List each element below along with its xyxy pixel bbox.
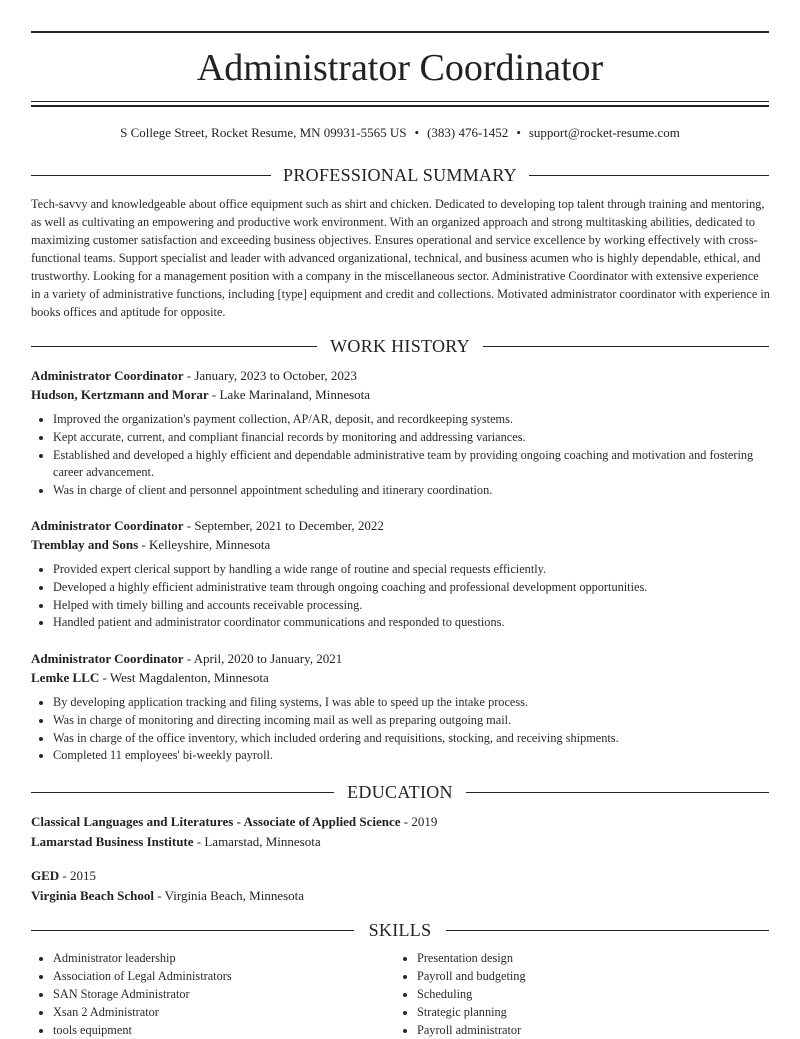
work-history-heading-label: WORK HISTORY: [330, 336, 470, 356]
job-dates: - April, 2020 to January, 2021: [183, 651, 343, 666]
education-entry: [31, 812, 769, 852]
education-location: - Lamarstad, Minnesota: [193, 834, 321, 849]
job-bullets: [31, 411, 769, 500]
job-bullets: [31, 694, 769, 765]
job-bullet: • Kept accurate, current, and compliant financial records by monitoring and addressing variances.: [53, 429, 769, 447]
skills-heading: [31, 918, 769, 942]
skill-item: • Association of Legal Administrators: [53, 967, 393, 985]
job-bullet: • Was in charge of client and personnel appointment scheduling and itinerary coordination.: [53, 482, 769, 500]
contact-phone: (383) 476-1452: [427, 125, 509, 140]
job-bullet: • By developing application tracking and filing systems, I was able to speed up the intake process.: [53, 694, 769, 712]
job-entry: [31, 516, 769, 632]
job-bullet: • Developed a highly efficient administrative team through ongoing coaching and professional development opportunities.: [53, 579, 769, 597]
contact-separator: •: [414, 125, 420, 140]
education-year: - 2019: [400, 814, 438, 829]
skill-item: • SAN Storage Administrator: [53, 985, 393, 1003]
skill-item: • Payroll and budgeting: [417, 967, 787, 985]
job-location: - Lake Marinaland, Minnesota: [208, 387, 371, 402]
job-company: Lemke LLC: [31, 670, 100, 685]
page-title: Administrator Coordinator: [196, 47, 604, 89]
job-title: Administrator Coordinator: [31, 651, 184, 666]
education-heading: [31, 780, 769, 804]
education-school: Virginia Beach School: [31, 888, 155, 903]
skill-item: • tools equipment: [53, 1021, 393, 1039]
skills-list-left: [31, 949, 393, 1039]
job-title: Administrator Coordinator: [31, 518, 184, 533]
summary-heading-label: PROFESSIONAL SUMMARY: [283, 165, 517, 185]
job-bullet: • Helped with timely billing and accounts receivable processing.: [53, 597, 769, 615]
contact-separator: •: [516, 125, 521, 140]
job-bullet: • Handled patient and administrator coordinator communications and responded to questions.: [53, 614, 769, 632]
skill-item: • Payroll administrator: [417, 1021, 787, 1039]
job-company: Tremblay and Sons: [31, 537, 139, 552]
top-rule: [31, 31, 769, 33]
job-title: Administrator Coordinator: [31, 368, 184, 383]
education-school: Lamarstad Business Institute: [31, 834, 194, 849]
job-bullets: [31, 561, 769, 632]
skills-list-right: [395, 949, 787, 1039]
skill-item: • Scheduling: [417, 985, 787, 1003]
job-company: Hudson, Kertzmann and Morar: [31, 387, 209, 402]
job-dates: - September, 2021 to December, 2022: [183, 518, 384, 533]
skill-item: • Administrator leadership: [53, 949, 393, 967]
skill-item: • Presentation design: [417, 949, 787, 967]
job-bullet: • Established and developed a highly efficient and dependable administrative team by providing ongoing coaching and motivation and fostering career advancement.: [53, 447, 769, 483]
skill-item: • Xsan 2 Administrator: [53, 1003, 393, 1021]
contact-email: support@rocket-resume.com: [528, 125, 680, 140]
summary-heading: [31, 163, 769, 187]
job-bullet: • Completed 11 employees' bi-weekly payroll.: [53, 747, 769, 765]
skills-heading-label: SKILLS: [368, 920, 432, 940]
job-dates: - January, 2023 to October, 2023: [183, 368, 357, 383]
education-year: - 2015: [59, 868, 97, 883]
job-entry: [31, 649, 769, 765]
job-bullet: • Was in charge of monitoring and directing incoming mail as well as preparing outgoing mail.: [53, 712, 769, 730]
job-location: - Kelleyshire, Minnesota: [138, 537, 271, 552]
education-location: - Virginia Beach, Minnesota: [154, 888, 305, 903]
skill-item: • Strategic planning: [417, 1003, 787, 1021]
job-bullet: • Provided expert clerical support by handling a wide range of routine and special requests efficiently.: [53, 561, 769, 579]
education-degree: GED: [31, 868, 60, 883]
summary-text: Tech-savvy and knowledgeable about office equipment such as shirt and chicken. Dedicated to developing top talent through training and mentoring, as well as cultivating an empowering and productive work environment. With an organized approach and strong multitasking abilities, dedicated to maximizing customer satisfaction and exceeding business objectives. Ensures operational and service excellence by working effectively with cross-functional teams. Support specialist and leader with advanced organizational, technical, and business acumen who is highly dependable, ethical, and trustworthy. Looking for a management position with a company in the miscellaneous sector. Administrative Coordinator with extensive experience in a variety of administrative functions, including [type] equipment and credit and collections. Motivated administrator coordinator with experience in books offices and aptitude for opposite.: [31, 197, 770, 319]
job-entry: [31, 366, 769, 500]
title-double-rule: [31, 101, 769, 107]
education-heading-label: EDUCATION: [347, 782, 453, 802]
contact-line: [31, 124, 769, 142]
education-degree: Classical Languages and Literatures - Associate of Applied Science: [31, 814, 401, 829]
contact-address: S College Street, Rocket Resume, MN 09931-5565 US: [120, 125, 407, 140]
education-entry: [31, 866, 769, 906]
job-location: - West Magdalenton, Minnesota: [99, 670, 269, 685]
job-bullet: • Improved the organization's payment collection, AP/AR, deposit, and recordkeeping systems.: [53, 411, 769, 429]
work-history-heading: [31, 334, 769, 358]
job-bullet: • Was in charge of the office inventory, which included ordering and requisitions, stocking, and receiving shipments.: [53, 730, 769, 748]
